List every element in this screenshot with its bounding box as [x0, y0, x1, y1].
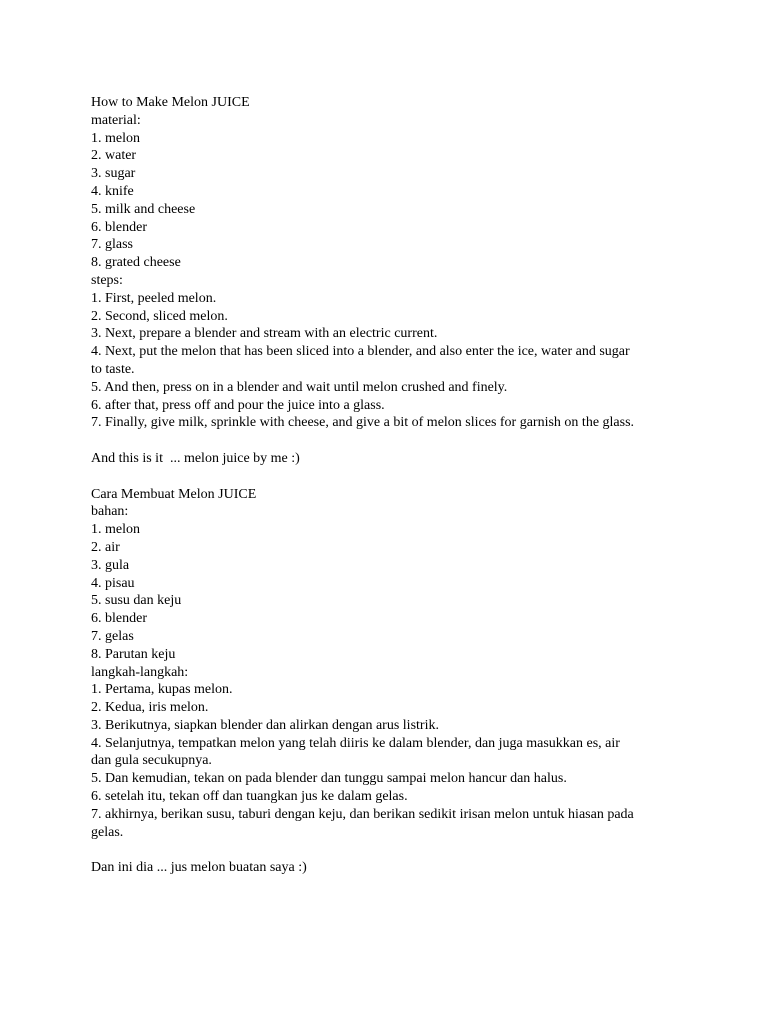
closing-line-english: And this is it ... melon juice by me :) [91, 450, 300, 466]
step-item: 2. Second, sliced melon. [91, 308, 228, 324]
step-item: 2. Kedua, iris melon. [91, 700, 209, 716]
material-item: 3. gula [91, 557, 130, 573]
material-item: 8. grated cheese [91, 255, 181, 271]
material-item: 1. melon [91, 130, 140, 146]
recipe-title-english: How to Make Melon JUICE [91, 95, 250, 110]
step-item: 7. Finally, give milk, sprinkle with cheese, and give a bit of melon slices for garnish on the glass. [91, 415, 635, 431]
step-item: 5. Dan kemudian, tekan on pada blender dan tunggu sampai melon hancur dan halus. [91, 771, 567, 787]
material-item: 5. susu dan keju [91, 593, 182, 609]
steps-heading-english: steps: [91, 272, 123, 288]
step-item: 4. Next, put the melon that has been sliced into a blender, and also enter the ice, water and sugar [91, 344, 630, 360]
material-item: 8. Parutan keju [91, 646, 176, 662]
step-item: 7. akhirnya, berikan susu, taburi dengan keju, dan berikan sedikit irisan melon untuk hiasan pada [91, 806, 634, 822]
step-item-continuation: to taste. [91, 361, 135, 377]
english-recipe-section [91, 94, 691, 468]
material-item: 5. milk and cheese [91, 201, 196, 217]
materials-list-english [91, 130, 691, 272]
step-item: 4. Selanjutnya, tempatkan melon yang telah diiris ke dalam blender, dan juga masukkan es, air [91, 735, 620, 751]
step-item-continuation: dan gula secukupnya. [91, 753, 212, 769]
materials-heading-english: material: [91, 112, 141, 128]
document-content [91, 94, 691, 877]
steps-list-indonesian [91, 681, 691, 841]
closing-line-indonesian: Dan ini dia ... jus melon buatan saya :) [91, 860, 307, 876]
material-item: 4. knife [91, 183, 134, 199]
material-item: 7. glass [91, 237, 133, 253]
material-item: 3. sugar [91, 166, 136, 182]
material-item: 6. blender [91, 611, 147, 627]
step-item-continuation: gelas. [91, 824, 124, 840]
step-item: 1. Pertama, kupas melon. [91, 682, 233, 698]
spacer [91, 841, 691, 859]
steps-list-english [91, 290, 691, 432]
step-item: 1. First, peeled melon. [91, 290, 217, 306]
material-item: 1. melon [91, 522, 140, 538]
indonesian-recipe-section [91, 486, 691, 878]
recipe-title-indonesian: Cara Membuat Melon JUICE [91, 486, 257, 502]
step-item: 5. And then, press on in a blender and wait until melon crushed and finely. [91, 379, 508, 395]
materials-list-indonesian [91, 521, 691, 663]
material-item: 4. pisau [91, 575, 135, 591]
step-item: 6. after that, press off and pour the juice into a glass. [91, 397, 385, 413]
materials-heading-indonesian: bahan: [91, 504, 129, 520]
material-item: 7. gelas [91, 628, 134, 644]
step-item: 6. setelah itu, tekan off dan tuangkan jus ke dalam gelas. [91, 789, 408, 805]
steps-heading-indonesian: langkah-langkah: [91, 664, 189, 680]
step-item: 3. Berikutnya, siapkan blender dan alirkan dengan arus listrik. [91, 717, 439, 733]
material-item: 2. air [91, 539, 120, 555]
spacer [91, 432, 691, 450]
spacer [91, 468, 691, 486]
step-item: 3. Next, prepare a blender and stream with an electric current. [91, 326, 438, 342]
material-item: 6. blender [91, 219, 147, 235]
material-item: 2. water [91, 148, 137, 164]
